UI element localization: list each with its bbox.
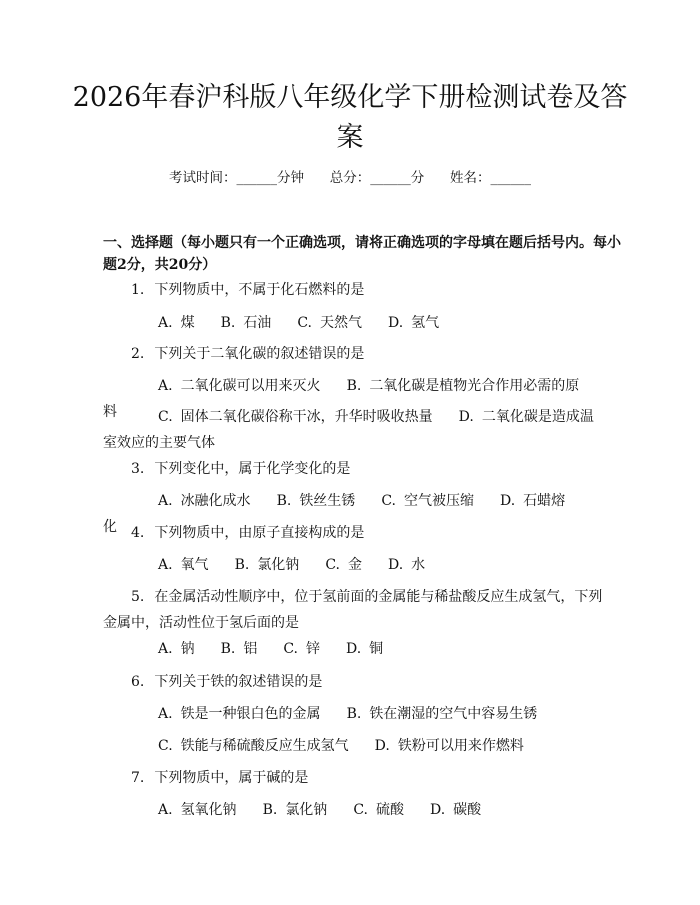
question-text: 下列物质中，不属于化石燃料的是	[154, 282, 365, 298]
question-number: 6.	[131, 674, 145, 690]
question-text: 下列关于铁的叙述错误的是	[154, 674, 323, 690]
option-d: D. 石蜡熔化	[103, 493, 566, 535]
question-text: 在金属活动性顺序中，位于氢前面的金属能与稀盐酸反应生成氢气，下列金属中，活动性位于氢后面的是	[103, 589, 603, 631]
question-7	[103, 765, 605, 791]
score-unit: 分	[410, 170, 425, 186]
option-a: A. 冰融化成水	[158, 493, 251, 509]
option-c: C. 铁能与稀硫酸反应生成氢气	[158, 738, 349, 754]
option-a: A. 煤	[158, 315, 195, 331]
question-6-options-row-1	[103, 701, 605, 727]
option-d: D. 铜	[345, 641, 384, 657]
option-d: D. 水	[387, 557, 426, 573]
question-5-options	[103, 636, 605, 662]
section-heading: 一、选择题（每小题只有一个正确选项，请将正确选项的字母填在题后括号内。每小题2分，共20分）	[103, 235, 621, 273]
option-a: A. 氧气	[158, 557, 209, 573]
question-number: 4.	[131, 525, 145, 541]
option-b: B. 铁在潮湿的空气中容易生锈	[346, 706, 538, 722]
question-number: 1.	[131, 282, 145, 298]
option-b: B. 石油	[220, 315, 272, 331]
option-d: D. 铁粉可以用来作燃料	[374, 738, 524, 754]
question-6	[103, 669, 605, 695]
name-blank: ______	[490, 170, 531, 186]
option-c: C. 金	[325, 557, 362, 573]
time-unit: 分钟	[277, 170, 304, 186]
question-4	[103, 520, 605, 546]
option-b: B. 氯化钠	[234, 557, 300, 573]
option-d: D. 二氧化碳是造成温室效应的主要气体	[103, 409, 594, 451]
question-1	[103, 277, 605, 303]
question-number: 2.	[131, 346, 145, 362]
option-b: B. 二氧化碳是植物光合作用必需的原料	[103, 378, 580, 420]
question-2-options-row-2	[103, 404, 605, 456]
question-2	[103, 341, 605, 367]
option-a: A. 铁是一种银白色的金属	[158, 706, 321, 722]
option-a: A. 二氧化碳可以用来灭火	[158, 378, 321, 394]
time-label: 考试时间：	[169, 170, 237, 186]
option-c: C. 固体二氧化碳俗称干冰，升华时吸收热量	[158, 409, 433, 425]
option-b: B. 铁丝生锈	[276, 493, 356, 509]
time-blank: ______	[236, 170, 277, 186]
question-number: 5.	[131, 589, 145, 605]
name-label: 姓名：	[450, 170, 491, 186]
option-b: B. 氯化钠	[262, 802, 328, 818]
score-label: 总分：	[329, 170, 371, 186]
question-number: 7.	[131, 770, 145, 786]
question-5	[103, 584, 605, 636]
option-c: C. 空气被压缩	[381, 493, 474, 509]
question-4-options	[103, 552, 605, 578]
option-d: D. 碳酸	[429, 802, 482, 818]
option-b: B. 铝	[220, 641, 258, 657]
question-6-options-row-2	[103, 733, 605, 759]
option-c: C. 锌	[283, 641, 320, 657]
question-text: 下列关于二氧化碳的叙述错误的是	[154, 346, 365, 362]
page-title: 2026年春沪科版八年级化学下册检测试卷及答案	[72, 82, 628, 153]
question-text: 下列物质中，由原子直接构成的是	[154, 525, 365, 541]
question-number: 3.	[131, 461, 145, 477]
exam-info-line	[0, 169, 700, 187]
question-1-options	[103, 310, 605, 336]
score-blank: ______	[370, 170, 411, 186]
question-text: 下列变化中，属于化学变化的是	[154, 461, 351, 477]
question-3	[103, 456, 605, 482]
question-text: 下列物质中，属于碱的是	[154, 770, 309, 786]
option-a: A. 氢氧化钠	[158, 802, 237, 818]
option-c: C. 硫酸	[353, 802, 404, 818]
option-d: D. 氢气	[387, 315, 440, 331]
question-7-options	[103, 797, 605, 823]
option-c: C. 天然气	[297, 315, 362, 331]
option-a: A. 钠	[158, 641, 195, 657]
